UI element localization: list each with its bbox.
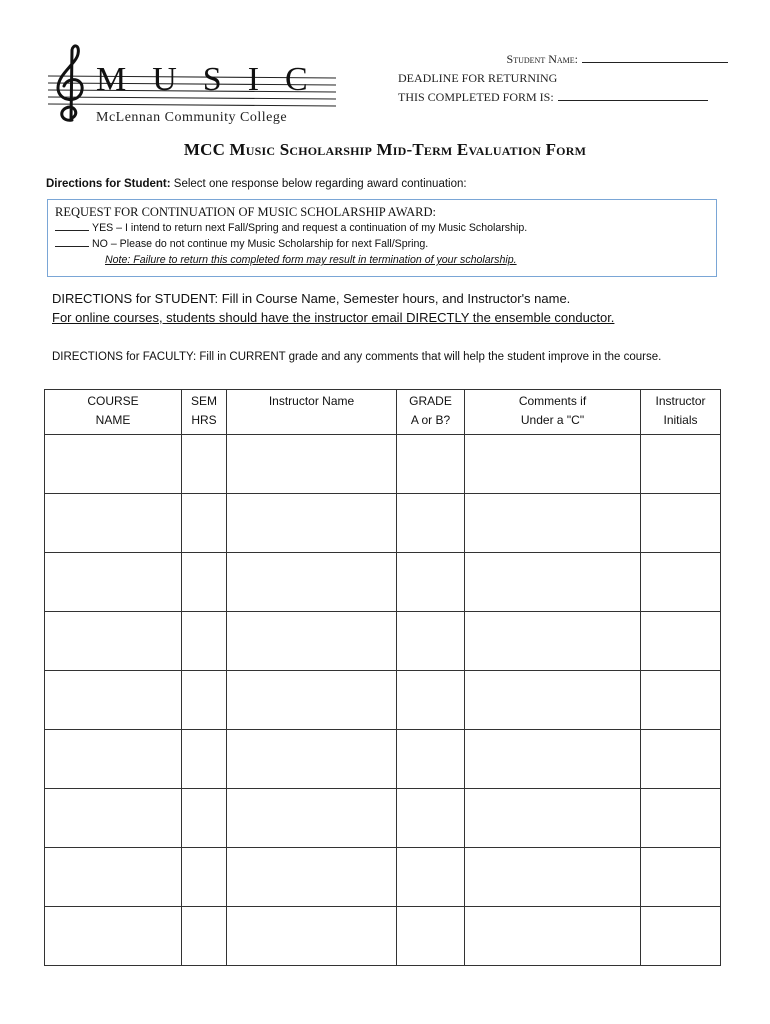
instructor-name-cell[interactable] — [227, 730, 397, 789]
grade-cell[interactable] — [397, 671, 465, 730]
instructor-initials-cell[interactable] — [641, 848, 721, 907]
instructor-name-cell[interactable] — [227, 848, 397, 907]
header-grade: GRADE A or B? — [397, 390, 465, 435]
instructor-initials-cell[interactable] — [641, 671, 721, 730]
student-name-label: Student Name: — [506, 52, 578, 66]
sem-hrs-cell[interactable] — [182, 435, 227, 494]
header-instructor-name: Instructor Name — [227, 390, 397, 435]
course-name-cell[interactable] — [45, 494, 182, 553]
comments-cell[interactable] — [465, 435, 641, 494]
sem-hrs-cell[interactable] — [182, 848, 227, 907]
logo-word: MUSIC — [96, 61, 334, 98]
directions-line2: For online courses, students should have the instructor email DIRECTLY the ensemble conductor. — [52, 310, 615, 325]
course-name-cell[interactable] — [45, 848, 182, 907]
sem-hrs-cell[interactable] — [182, 494, 227, 553]
continuation-request-box — [47, 199, 717, 277]
grade-cell[interactable] — [397, 848, 465, 907]
header-fields — [398, 50, 728, 107]
logo-subtitle: McLennan Community College — [96, 110, 288, 124]
instructor-name-cell[interactable] — [227, 789, 397, 848]
yes-text: YES – I intend to return next Fall/Spring and request a continuation of my Music Scholarship. — [92, 222, 528, 234]
sem-hrs-cell[interactable] — [182, 671, 227, 730]
grade-cell[interactable] — [397, 730, 465, 789]
header-course-name: COURSE NAME — [45, 390, 182, 435]
table-row — [45, 612, 721, 671]
instructor-initials-cell[interactable] — [641, 612, 721, 671]
comments-cell[interactable] — [465, 494, 641, 553]
instructor-initials-cell[interactable] — [641, 494, 721, 553]
table-row — [45, 730, 721, 789]
instructor-initials-cell[interactable] — [641, 730, 721, 789]
request-note: Note: Failure to return this completed form may result in termination of your scholarship. — [105, 254, 517, 266]
course-name-cell[interactable] — [45, 907, 182, 966]
grade-cell[interactable] — [397, 789, 465, 848]
grade-cell[interactable] — [397, 435, 465, 494]
evaluation-table — [44, 389, 721, 966]
course-name-cell[interactable] — [45, 612, 182, 671]
deadline-label-line1: DEADLINE FOR RETURNING — [398, 71, 558, 85]
sem-hrs-cell[interactable] — [182, 789, 227, 848]
instructor-initials-cell[interactable] — [641, 553, 721, 612]
directions-student-text: Select one response below regarding award continuation: — [170, 178, 467, 190]
comments-cell[interactable] — [465, 789, 641, 848]
header-sem-hrs: SEM HRS — [182, 390, 227, 435]
comments-cell[interactable] — [465, 848, 641, 907]
grade-cell[interactable] — [397, 612, 465, 671]
instructor-initials-cell[interactable] — [641, 435, 721, 494]
request-title: REQUEST FOR CONTINUATION OF MUSIC SCHOLARSHIP AWARD: — [55, 205, 436, 219]
header-comments: Comments if Under a "C" — [465, 390, 641, 435]
course-name-cell[interactable] — [45, 435, 182, 494]
grade-cell[interactable] — [397, 494, 465, 553]
directions-block — [52, 289, 614, 327]
header-instructor-initials: Instructor Initials — [641, 390, 721, 435]
table-row — [45, 671, 721, 730]
table-row — [45, 848, 721, 907]
instructor-name-cell[interactable] — [227, 553, 397, 612]
comments-cell[interactable] — [465, 907, 641, 966]
course-name-cell[interactable] — [45, 671, 182, 730]
no-blank[interactable] — [55, 237, 89, 247]
yes-blank[interactable] — [55, 221, 89, 231]
comments-cell[interactable] — [465, 671, 641, 730]
directions-student-label: Directions for Student: — [46, 178, 171, 190]
comments-cell[interactable] — [465, 553, 641, 612]
sem-hrs-cell[interactable] — [182, 612, 227, 671]
instructor-name-cell[interactable] — [227, 435, 397, 494]
directions-line1: DIRECTIONS for STUDENT: Fill in Course Name, Semester hours, and Instructor's name. — [52, 291, 571, 306]
deadline-field[interactable] — [558, 89, 708, 101]
instructor-name-cell[interactable] — [227, 671, 397, 730]
student-name-field[interactable] — [582, 51, 728, 63]
table-row — [45, 435, 721, 494]
table-row — [45, 907, 721, 966]
table-header-row — [45, 390, 721, 435]
instructor-name-cell[interactable] — [227, 612, 397, 671]
instructor-initials-cell[interactable] — [641, 789, 721, 848]
sem-hrs-cell[interactable] — [182, 730, 227, 789]
deadline-label-line2: THIS COMPLETED FORM IS: — [398, 90, 554, 104]
course-name-cell[interactable] — [45, 730, 182, 789]
evaluation-table-body — [45, 435, 721, 966]
no-text: NO – Please do not continue my Music Scholarship for next Fall/Spring. — [92, 238, 429, 250]
sem-hrs-cell[interactable] — [182, 553, 227, 612]
instructor-name-cell[interactable] — [227, 494, 397, 553]
comments-cell[interactable] — [465, 612, 641, 671]
directions-for-student — [46, 178, 467, 190]
grade-cell[interactable] — [397, 553, 465, 612]
no-option — [55, 236, 716, 252]
course-name-cell[interactable] — [45, 789, 182, 848]
directions-for-faculty: DIRECTIONS for FACULTY: Fill in CURRENT grade and any comments that will help the student improve in the course. — [52, 351, 662, 363]
yes-option — [55, 220, 716, 236]
table-row — [45, 553, 721, 612]
instructor-initials-cell[interactable] — [641, 907, 721, 966]
course-name-cell[interactable] — [45, 553, 182, 612]
form-title: MCC Music Scholarship Mid-Term Evaluation Form — [183, 140, 587, 159]
table-row — [45, 494, 721, 553]
grade-cell[interactable] — [397, 907, 465, 966]
sem-hrs-cell[interactable] — [182, 907, 227, 966]
table-row — [45, 789, 721, 848]
instructor-name-cell[interactable] — [227, 907, 397, 966]
mcc-music-logo — [44, 42, 344, 124]
comments-cell[interactable] — [465, 730, 641, 789]
